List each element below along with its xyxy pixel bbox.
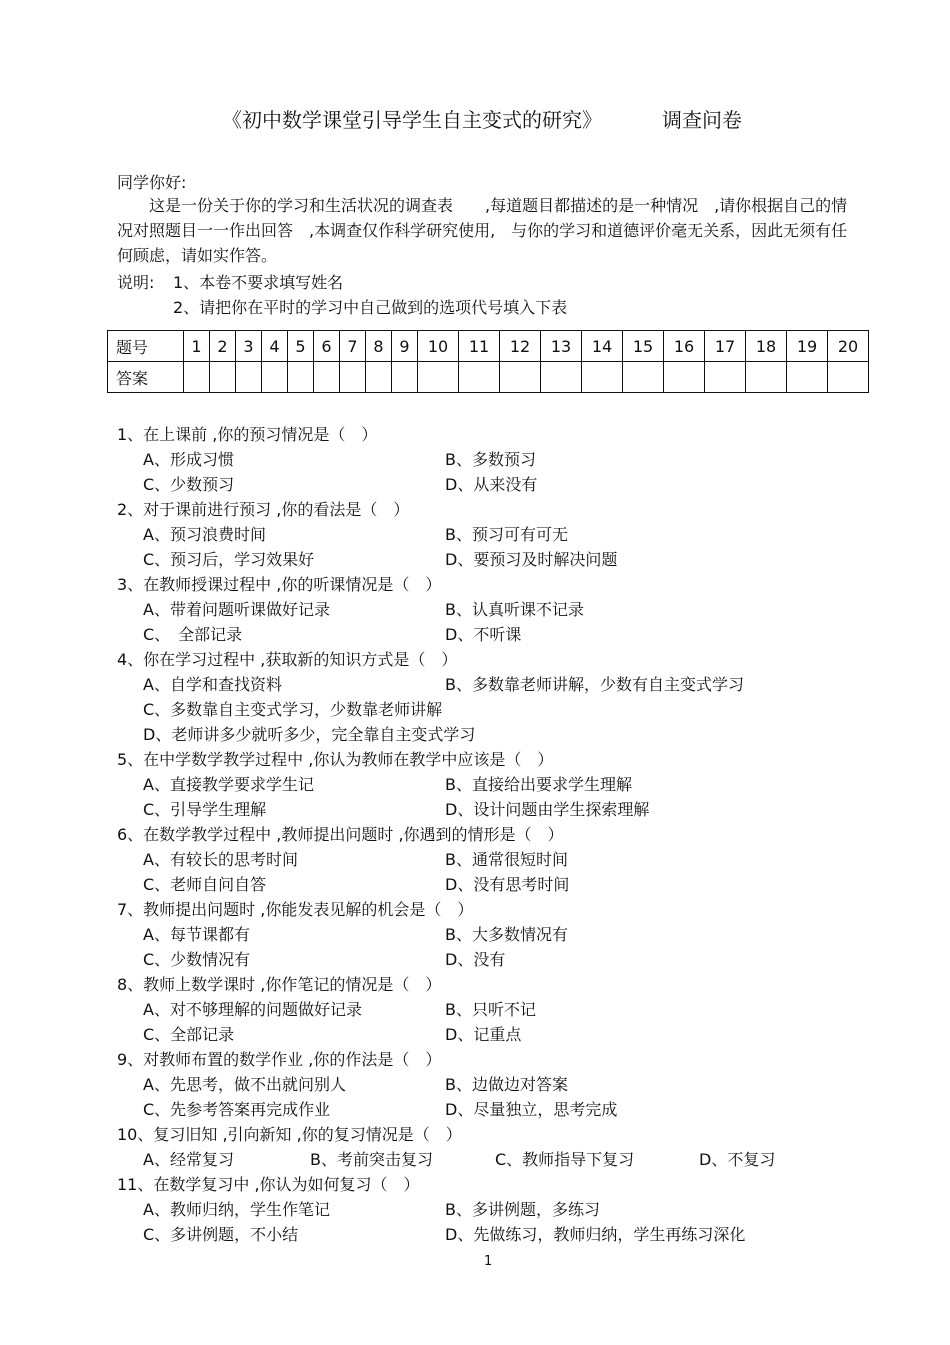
option-a: A、直接教学要求学生记 [143, 775, 314, 794]
number-cell: 18 [746, 331, 787, 362]
option-a: A、自学和查找资料 [143, 675, 282, 694]
number-cell: 14 [582, 331, 623, 362]
option-a: A、教师归纳，学生作笔记 [143, 1200, 330, 1219]
option-a: A、对不够理解的问题做好记录 [143, 1000, 362, 1019]
row-header-number: 题号 [108, 331, 184, 362]
answer-cell[interactable] [787, 362, 828, 393]
option-d: D、不复习 [699, 1150, 776, 1169]
option-b: B、考前突击复习 [310, 1150, 433, 1169]
option-a: A、形成习惯 [143, 450, 234, 469]
number-cell: 9 [392, 331, 418, 362]
option-d: D、不听课 [445, 625, 522, 644]
note-item: 1、本卷不要求填写姓名 [173, 273, 344, 292]
option-c: C、 全部记录 [143, 625, 243, 644]
option-c: C、引导学生理解 [143, 800, 267, 819]
number-cell: 16 [664, 331, 705, 362]
option-c: C、全部记录 [143, 1025, 235, 1044]
option-c: C、先参考答案再完成作业 [143, 1100, 331, 1119]
answer-cell[interactable] [366, 362, 392, 393]
option-b: B、多数预习 [445, 450, 536, 469]
answer-cell[interactable] [314, 362, 340, 393]
answer-row [108, 362, 869, 393]
option-c: C、少数预习 [143, 475, 235, 494]
option-b: B、多讲例题，多练习 [445, 1200, 600, 1219]
option-a: A、先思考，做不出就问别人 [143, 1075, 346, 1094]
answer-cell[interactable] [418, 362, 459, 393]
option-d: D、没有思考时间 [445, 875, 570, 894]
option-b: B、认真听课不记录 [445, 600, 584, 619]
answer-cell[interactable] [746, 362, 787, 393]
answer-cell[interactable] [288, 362, 314, 393]
question-2: 2、对于课前进行预习 ,你的看法是（ ） [117, 500, 410, 519]
number-cell: 4 [262, 331, 288, 362]
answer-cell[interactable] [184, 362, 210, 393]
option-d: D、设计问题由学生探索理解 [445, 800, 650, 819]
note-item: 2、请把你在平时的学习中自己做到的选项代号填入下表 [173, 298, 568, 317]
number-cell: 1 [184, 331, 210, 362]
question-list [117, 422, 877, 1247]
answer-cell[interactable] [664, 362, 705, 393]
answer-cell[interactable] [236, 362, 262, 393]
number-cell: 15 [623, 331, 664, 362]
answer-cell[interactable] [582, 362, 623, 393]
question-6: 6、在数学教学过程中 ,教师提出问题时 ,你遇到的情形是（ ） [117, 825, 564, 844]
option-a: A、预习浪费时间 [143, 525, 266, 544]
question-11: 11、在数学复习中 ,你认为如何复习（ ） [117, 1175, 420, 1194]
question-3: 3、在教师授课过程中 ,你的听课情况是（ ） [117, 575, 442, 594]
page-number: 1 [484, 1254, 493, 1269]
title-text: 《初中数学课堂引导学生自主变式的研究》 [222, 108, 602, 132]
number-cell: 17 [705, 331, 746, 362]
answer-cell[interactable] [210, 362, 236, 393]
question-4: 4、你在学习过程中 ,获取新的知识方式是（ ） [117, 650, 458, 669]
number-cell: 11 [459, 331, 500, 362]
number-cell: 19 [787, 331, 828, 362]
answer-cell[interactable] [340, 362, 366, 393]
note-line-2 [117, 295, 567, 318]
option-a: A、有较长的思考时间 [143, 850, 298, 869]
question-10: 10、复习旧知 ,引向新知 ,你的复习情况是（ ） [117, 1125, 462, 1144]
answer-cell[interactable] [392, 362, 418, 393]
option-a: A、经常复习 [143, 1150, 234, 1169]
number-cell: 13 [541, 331, 582, 362]
intro-paragraph [117, 193, 857, 268]
option-d: D、尽量独立，思考完成 [445, 1100, 618, 1119]
number-cell: 7 [340, 331, 366, 362]
number-cell: 5 [288, 331, 314, 362]
number-cell: 6 [314, 331, 340, 362]
option-c: C、预习后，学习效果好 [143, 550, 315, 569]
option-a: A、每节课都有 [143, 925, 250, 944]
option-b: B、预习可有可无 [445, 525, 568, 544]
note-label: 说明: [117, 273, 155, 292]
option-c: C、教师指导下复习 [495, 1150, 635, 1169]
option-c: C、多讲例题，不小结 [143, 1225, 299, 1244]
answer-cell[interactable] [623, 362, 664, 393]
page-title [222, 104, 742, 133]
question-7: 7、教师提出问题时 ,你能发表见解的机会是（ ） [117, 900, 474, 919]
note-line-1 [117, 270, 343, 293]
option-d: D、先做练习，教师归纳，学生再练习深化 [445, 1225, 746, 1244]
option-b: B、多数靠老师讲解，少数有自主变式学习 [445, 675, 744, 694]
option-b: B、只听不记 [445, 1000, 536, 1019]
option-d: D、要预习及时解决问题 [445, 550, 618, 569]
option-c: C、老师自问自答 [143, 875, 267, 894]
option-a: A、带着问题听课做好记录 [143, 600, 330, 619]
number-row [108, 331, 869, 362]
answer-table [107, 330, 869, 393]
question-9: 9、对教师布置的数学作业 ,你的作法是（ ） [117, 1050, 442, 1069]
option-d: D、老师讲多少就听多少，完全靠自主变式学习 [143, 725, 476, 744]
answer-cell[interactable] [541, 362, 582, 393]
option-d: D、从来没有 [445, 475, 538, 494]
greeting: 同学你好: [117, 173, 187, 192]
option-b: B、直接给出要求学生理解 [445, 775, 632, 794]
option-b: B、通常很短时间 [445, 850, 568, 869]
number-cell: 2 [210, 331, 236, 362]
option-b: B、边做边对答案 [445, 1075, 568, 1094]
question-1: 1、在上课前 ,你的预习情况是（ ） [117, 425, 378, 444]
question-5: 5、在中学数学教学过程中 ,你认为教师在教学中应该是（ ） [117, 750, 554, 769]
number-cell: 8 [366, 331, 392, 362]
option-c: C、少数情况有 [143, 950, 251, 969]
option-d: D、记重点 [445, 1025, 522, 1044]
number-cell: 3 [236, 331, 262, 362]
answer-cell[interactable] [500, 362, 541, 393]
number-cell: 10 [418, 331, 459, 362]
option-c: C、多数靠自主变式学习，少数靠老师讲解 [143, 700, 443, 719]
answer-cell[interactable] [705, 362, 746, 393]
answer-cell[interactable] [459, 362, 500, 393]
subtitle-text: 调查问卷 [662, 108, 742, 132]
number-cell: 12 [500, 331, 541, 362]
number-cell: 20 [828, 331, 869, 362]
option-d: D、没有 [445, 950, 506, 969]
answer-cell[interactable] [262, 362, 288, 393]
answer-cell[interactable] [828, 362, 869, 393]
intro-text: 这是一份关于你的学习和生活状况的调查表 ,每道题目都描述的是一种情况 ,请你根据自己的情况对照题目一一作出回答 ,本调查仅作科学研究使用, 与你的学习和道德评价毫无关系，因此无须有任何顾虑，请如实作答。 [117, 196, 848, 265]
row-header-answer: 答案 [108, 362, 184, 393]
question-8: 8、教师上数学课时 ,你作笔记的情况是（ ） [117, 975, 442, 994]
option-b: B、大多数情况有 [445, 925, 568, 944]
